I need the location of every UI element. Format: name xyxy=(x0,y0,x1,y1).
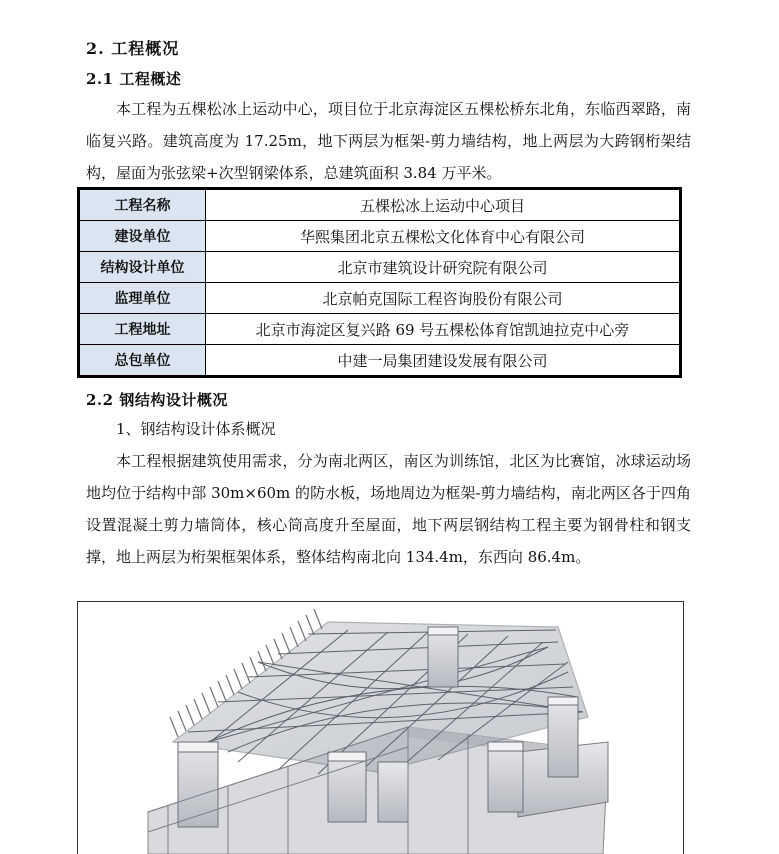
steel-paragraph: 本工程根据建筑使用需求，分为南北两区，南区为训练馆，北区为比赛馆，冰球运动场地均位于结构中部 30m×60m 的防水板，场地周边为框架-剪力墙结构，南北两区各于四角设置混凝土剪力墙筒体，核心筒高度升至屋面，地下两层钢结构工程主要为钢骨柱和钢支撑，地上两层为桁架框架体系，整体结构南北向 134.4m，东西向 86.4m。 xyxy=(86,452,691,566)
table-row xyxy=(79,345,681,377)
table-value: 北京市海淀区复兴路 69 号五棵松体育馆凯迪拉克中心旁 xyxy=(206,314,681,345)
table-value: 北京帕克国际工程咨询股份有限公司 xyxy=(206,283,681,314)
table-key: 监理单位 xyxy=(79,283,206,314)
table-row xyxy=(79,189,681,221)
table-value: 中建一局集团建设发展有限公司 xyxy=(206,345,681,377)
table-key: 建设单位 xyxy=(79,221,206,252)
project-info-table xyxy=(77,187,682,378)
steel-heading: 2.2 钢结构设计概况 xyxy=(86,391,228,409)
steel-structure-image xyxy=(78,602,683,854)
table-row xyxy=(79,221,681,252)
table-value: 五棵松冰上运动中心项目 xyxy=(206,189,681,221)
table-value: 北京市建筑设计研究院有限公司 xyxy=(206,252,681,283)
table-row xyxy=(79,314,681,345)
overview-heading: 2.1 工程概述 xyxy=(86,70,182,88)
table-row xyxy=(79,252,681,283)
structure-figure xyxy=(77,601,684,854)
section-heading: 2. 工程概况 xyxy=(86,39,180,58)
table-value: 华熙集团北京五棵松文化体育中心有限公司 xyxy=(206,221,681,252)
table-key: 结构设计单位 xyxy=(79,252,206,283)
steel-subheading: 1、钢结构设计体系概况 xyxy=(116,420,276,438)
overview-paragraph: 本工程为五棵松冰上运动中心，项目位于北京海淀区五棵松桥东北角，东临西翠路，南临复兴路。建筑高度为 17.25m，地下两层为框架-剪力墙结构，地上两层为大跨钢桁架结构，屋面为张弦梁+次型钢梁体系，总建筑面积 3.84 万平米。 xyxy=(86,100,691,182)
table-row xyxy=(79,283,681,314)
table-key: 工程地址 xyxy=(79,314,206,345)
table-key: 总包单位 xyxy=(79,345,206,377)
table-key: 工程名称 xyxy=(79,189,206,221)
